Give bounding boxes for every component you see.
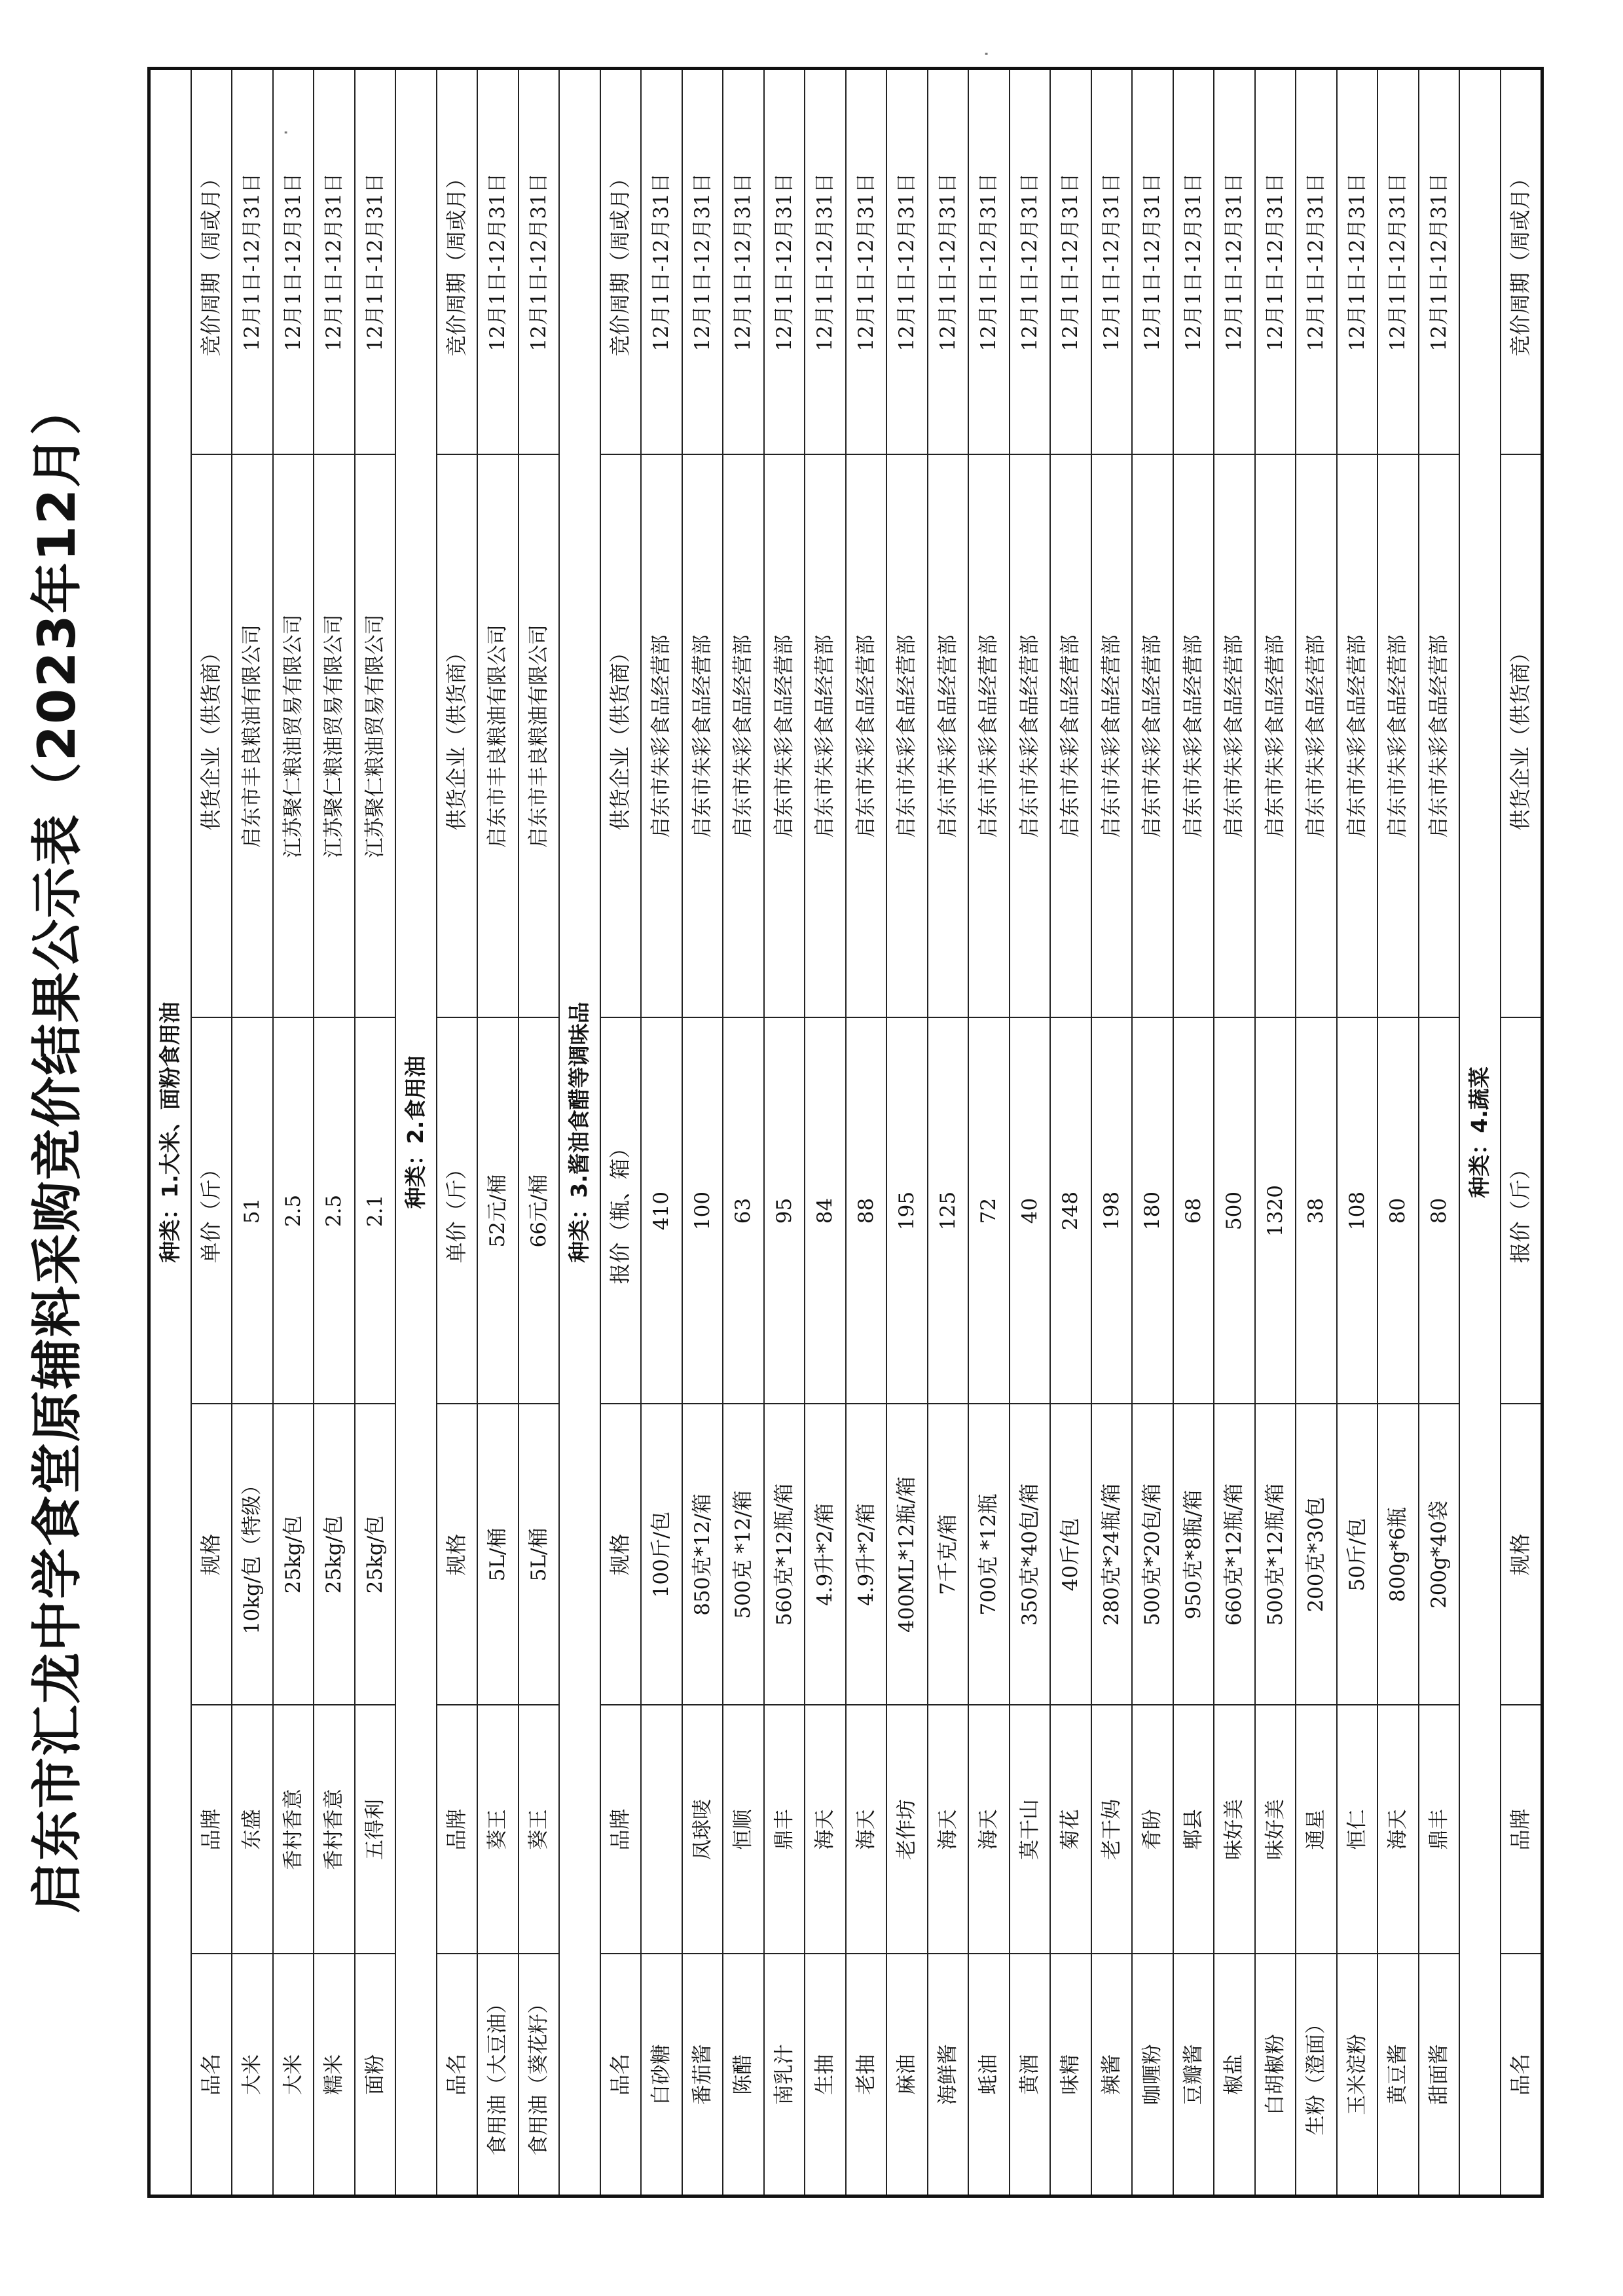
cell-supplier: 启东市朱彩食品经营部 <box>682 455 723 1018</box>
cell-brand: 海天 <box>846 1705 887 1954</box>
table-row <box>1010 69 1051 2196</box>
cell-spec: 950克*8瓶/箱 <box>1173 1404 1214 1705</box>
cell-supplier: 启东市朱彩食品经营部 <box>1132 455 1173 1018</box>
table-row <box>477 69 519 2196</box>
header-brand: 品牌 <box>600 1705 642 1954</box>
scan-speck: · <box>976 50 998 57</box>
cell-supplier: 启东市朱彩食品经营部 <box>1010 455 1051 1018</box>
price-table-body <box>149 69 1542 2196</box>
cell-supplier: 启东市朱彩食品经营部 <box>1050 455 1091 1018</box>
cell-price: 108 <box>1337 1018 1378 1404</box>
scan-speck: · <box>275 129 298 136</box>
cell-supplier: 启东市朱彩食品经营部 <box>968 455 1010 1018</box>
table-row <box>886 69 928 2196</box>
cell-brand: 葵王 <box>477 1705 519 1954</box>
cell-spec: 560克*12瓶/箱 <box>764 1404 805 1705</box>
cell-brand: 老作坊 <box>886 1705 928 1954</box>
table-row <box>232 69 273 2196</box>
cell-price: 180 <box>1132 1018 1173 1404</box>
cell-period: 12月1日-12月31日 <box>805 69 846 455</box>
cell-spec: 400ML*12瓶/箱 <box>886 1404 928 1705</box>
cell-price: 72 <box>968 1018 1010 1404</box>
cell-spec: 200克*30包 <box>1296 1404 1337 1705</box>
cell-period: 12月1日-12月31日 <box>1255 69 1296 455</box>
cell-spec: 100斤/包 <box>641 1404 682 1705</box>
table-row <box>273 69 314 2196</box>
table-row <box>1091 69 1133 2196</box>
cell-price: 100 <box>682 1018 723 1404</box>
category-label: 种类：3.酱油食醋等调味品 <box>559 69 600 2196</box>
cell-name: 白胡椒粉 <box>1255 1954 1296 2196</box>
category-row <box>149 69 191 2196</box>
cell-spec: 40斤/包 <box>1050 1404 1091 1705</box>
header-brand: 品牌 <box>1501 1705 1542 1954</box>
cell-name: 食用油（大豆油） <box>477 1954 519 2196</box>
cell-spec: 5L/桶 <box>477 1404 519 1705</box>
header-brand: 品牌 <box>191 1705 232 1954</box>
cell-spec: 280克*24瓶/箱 <box>1091 1404 1133 1705</box>
price-table <box>147 67 1544 2198</box>
cell-spec: 500克 *12/箱 <box>723 1404 764 1705</box>
cell-brand: 海天 <box>1377 1705 1419 1954</box>
cell-name: 南乳汁 <box>764 1954 805 2196</box>
cell-name: 麻油 <box>886 1954 928 2196</box>
cell-supplier: 启东市朱彩食品经营部 <box>723 455 764 1018</box>
cell-brand: 海天 <box>805 1705 846 1954</box>
cell-period: 12月1日-12月31日 <box>1214 69 1255 455</box>
cell-brand: 郫县 <box>1173 1705 1214 1954</box>
cell-name: 生抽 <box>805 1954 846 2196</box>
cell-name: 海鲜酱 <box>928 1954 969 2196</box>
cell-name: 大米 <box>273 1954 314 2196</box>
cell-name: 老抽 <box>846 1954 887 2196</box>
cell-price: 410 <box>641 1018 682 1404</box>
cell-price: 88 <box>846 1018 887 1404</box>
category-label: 种类：4.蔬菜 <box>1459 69 1501 2196</box>
cell-name: 白砂糖 <box>641 1954 682 2196</box>
cell-period: 12月1日-12月31日 <box>273 69 314 455</box>
cell-period: 12月1日-12月31日 <box>1419 69 1460 455</box>
cell-name: 生粉（澄面） <box>1296 1954 1337 2196</box>
cell-spec: 25kg/包 <box>314 1404 355 1705</box>
cell-name: 黄豆酱 <box>1377 1954 1419 2196</box>
category-row <box>395 69 437 2196</box>
cell-spec: 500克*20包/箱 <box>1132 1404 1173 1705</box>
cell-period: 12月1日-12月31日 <box>355 69 396 455</box>
header-price: 报价（瓶、箱） <box>600 1018 642 1404</box>
cell-name: 味精 <box>1050 1954 1091 2196</box>
cell-price: 80 <box>1419 1018 1460 1404</box>
cell-period: 12月1日-12月31日 <box>1050 69 1091 455</box>
header-supplier: 供货企业（供货商） <box>191 455 232 1018</box>
cell-period: 12月1日-12月31日 <box>764 69 805 455</box>
header-supplier: 供货企业（供货商） <box>1501 455 1542 1018</box>
cell-brand: 味好美 <box>1255 1705 1296 1954</box>
cell-price: 248 <box>1050 1018 1091 1404</box>
header-period: 竞价周期（周或月） <box>1501 69 1542 455</box>
cell-spec: 200g*40袋 <box>1419 1404 1460 1705</box>
cell-spec: 660克*12瓶/箱 <box>1214 1404 1255 1705</box>
cell-price: 2.5 <box>314 1018 355 1404</box>
cell-name: 咖喱粉 <box>1132 1954 1173 2196</box>
header-price: 报价（斤） <box>1501 1018 1542 1404</box>
cell-brand: 鼎丰 <box>764 1705 805 1954</box>
header-row <box>1501 69 1542 2196</box>
cell-brand <box>641 1705 682 1954</box>
table-row <box>764 69 805 2196</box>
header-spec: 规格 <box>600 1404 642 1705</box>
cell-brand: 东盛 <box>232 1705 273 1954</box>
cell-price: 84 <box>805 1018 846 1404</box>
cell-brand: 海天 <box>968 1705 1010 1954</box>
header-name: 品名 <box>600 1954 642 2196</box>
cell-period: 12月1日-12月31日 <box>886 69 928 455</box>
header-row <box>191 69 232 2196</box>
cell-price: 51 <box>232 1018 273 1404</box>
cell-spec: 10kg/包（特级） <box>232 1404 273 1705</box>
cell-period: 12月1日-12月31日 <box>477 69 519 455</box>
cell-spec: 4.9升*2/箱 <box>805 1404 846 1705</box>
table-row <box>1337 69 1378 2196</box>
cell-period: 12月1日-12月31日 <box>928 69 969 455</box>
cell-brand: 凤球唛 <box>682 1705 723 1954</box>
cell-supplier: 启东市丰良粮油有限公司 <box>519 455 560 1018</box>
cell-price: 95 <box>764 1018 805 1404</box>
cell-supplier: 启东市朱彩食品经营部 <box>846 455 887 1018</box>
cell-supplier: 启东市丰良粮油有限公司 <box>232 455 273 1018</box>
cell-spec: 50斤/包 <box>1337 1404 1378 1705</box>
cell-spec: 350克*40包/箱 <box>1010 1404 1051 1705</box>
table-row <box>846 69 887 2196</box>
document-title: 启东市汇龙中学食堂原辅料采购竞价结果公示表（2023年12月） <box>28 382 87 1914</box>
cell-name: 椒盐 <box>1214 1954 1255 2196</box>
header-period: 竞价周期（周或月） <box>600 69 642 455</box>
cell-period: 12月1日-12月31日 <box>846 69 887 455</box>
cell-price: 40 <box>1010 1018 1051 1404</box>
table-row <box>1377 69 1419 2196</box>
cell-price: 1320 <box>1255 1018 1296 1404</box>
header-period: 竞价周期（周或月） <box>437 69 478 455</box>
header-row <box>600 69 642 2196</box>
cell-period: 12月1日-12月31日 <box>314 69 355 455</box>
cell-supplier: 启东市朱彩食品经营部 <box>886 455 928 1018</box>
cell-supplier: 启东市朱彩食品经营部 <box>1214 455 1255 1018</box>
cell-period: 12月1日-12月31日 <box>519 69 560 455</box>
cell-supplier: 启东市朱彩食品经营部 <box>805 455 846 1018</box>
table-row <box>1132 69 1173 2196</box>
cell-name: 甜面酱 <box>1419 1954 1460 2196</box>
header-spec: 规格 <box>191 1404 232 1705</box>
cell-name: 大米 <box>232 1954 273 2196</box>
header-price: 单价（斤） <box>437 1018 478 1404</box>
cell-spec: 800g*6瓶 <box>1377 1404 1419 1705</box>
cell-supplier: 启东市朱彩食品经营部 <box>1337 455 1378 1018</box>
cell-name: 黄酒 <box>1010 1954 1051 2196</box>
cell-brand: 恒顺 <box>723 1705 764 1954</box>
cell-brand: 海天 <box>928 1705 969 1954</box>
header-spec: 规格 <box>1501 1404 1542 1705</box>
cell-brand: 味好美 <box>1214 1705 1255 1954</box>
header-supplier: 供货企业（供货商） <box>600 455 642 1018</box>
header-name: 品名 <box>1501 1954 1542 2196</box>
cell-brand: 通星 <box>1296 1705 1337 1954</box>
cell-brand: 菊花 <box>1050 1705 1091 1954</box>
cell-period: 12月1日-12月31日 <box>232 69 273 455</box>
table-row <box>805 69 846 2196</box>
cell-supplier: 启东市朱彩食品经营部 <box>928 455 969 1018</box>
cell-spec: 700克 *12瓶 <box>968 1404 1010 1705</box>
cell-period: 12月1日-12月31日 <box>723 69 764 455</box>
cell-brand: 葵王 <box>519 1705 560 1954</box>
cell-brand: 五得利 <box>355 1705 396 1954</box>
cell-price: 2.1 <box>355 1018 396 1404</box>
cell-brand: 鼎丰 <box>1419 1705 1460 1954</box>
cell-price: 80 <box>1377 1018 1419 1404</box>
cell-supplier: 江苏聚仁粮油贸易有限公司 <box>355 455 396 1018</box>
cell-brand: 恒仁 <box>1337 1705 1378 1954</box>
category-label: 种类：1.大米、面粉食用油 <box>149 69 191 2196</box>
cell-period: 12月1日-12月31日 <box>1010 69 1051 455</box>
table-row <box>1255 69 1296 2196</box>
cell-name: 面粉 <box>355 1954 396 2196</box>
cell-supplier: 启东市朱彩食品经营部 <box>1296 455 1337 1018</box>
table-row <box>928 69 969 2196</box>
header-supplier: 供货企业（供货商） <box>437 455 478 1018</box>
category-label: 种类：2.食用油 <box>395 69 437 2196</box>
table-row <box>519 69 560 2196</box>
table-row <box>682 69 723 2196</box>
cell-name: 豆瓣酱 <box>1173 1954 1214 2196</box>
cell-price: 63 <box>723 1018 764 1404</box>
cell-price: 195 <box>886 1018 928 1404</box>
header-price: 单价（斤） <box>191 1018 232 1404</box>
cell-period: 12月1日-12月31日 <box>1173 69 1214 455</box>
cell-supplier: 启东市朱彩食品经营部 <box>1091 455 1133 1018</box>
cell-period: 12月1日-12月31日 <box>1296 69 1337 455</box>
cell-period: 12月1日-12月31日 <box>1132 69 1173 455</box>
cell-spec: 500克*12瓶/箱 <box>1255 1404 1296 1705</box>
table-row <box>641 69 682 2196</box>
cell-spec: 850克*12/箱 <box>682 1404 723 1705</box>
cell-supplier: 江苏聚仁粮油贸易有限公司 <box>314 455 355 1018</box>
cell-price: 2.5 <box>273 1018 314 1404</box>
cell-brand: 香村香意 <box>314 1705 355 1954</box>
cell-supplier: 启东市朱彩食品经营部 <box>764 455 805 1018</box>
table-row <box>1050 69 1091 2196</box>
cell-supplier: 启东市朱彩食品经营部 <box>1419 455 1460 1018</box>
cell-price: 125 <box>928 1018 969 1404</box>
cell-spec: 4.9升*2/箱 <box>846 1404 887 1705</box>
cell-supplier: 启东市朱彩食品经营部 <box>1377 455 1419 1018</box>
table-row <box>314 69 355 2196</box>
cell-name: 蚝油 <box>968 1954 1010 2196</box>
cell-brand: 老干妈 <box>1091 1705 1133 1954</box>
header-period: 竞价周期（周或月） <box>191 69 232 455</box>
cell-name: 辣酱 <box>1091 1954 1133 2196</box>
cell-name: 番茄酱 <box>682 1954 723 2196</box>
cell-period: 12月1日-12月31日 <box>1377 69 1419 455</box>
cell-period: 12月1日-12月31日 <box>1091 69 1133 455</box>
cell-spec: 25kg/包 <box>273 1404 314 1705</box>
table-row <box>723 69 764 2196</box>
cell-spec: 25kg/包 <box>355 1404 396 1705</box>
cell-name: 陈醋 <box>723 1954 764 2196</box>
cell-name: 玉米淀粉 <box>1337 1954 1378 2196</box>
cell-spec: 7千克/箱 <box>928 1404 969 1705</box>
header-brand: 品牌 <box>437 1705 478 1954</box>
header-name: 品名 <box>191 1954 232 2196</box>
cell-period: 12月1日-12月31日 <box>968 69 1010 455</box>
cell-period: 12月1日-12月31日 <box>641 69 682 455</box>
cell-supplier: 启东市朱彩食品经营部 <box>1255 455 1296 1018</box>
cell-price: 52元/桶 <box>477 1018 519 1404</box>
table-row <box>1419 69 1460 2196</box>
cell-supplier: 江苏聚仁粮油贸易有限公司 <box>273 455 314 1018</box>
cell-brand: 莫干山 <box>1010 1705 1051 1954</box>
cell-supplier: 启东市丰良粮油有限公司 <box>477 455 519 1018</box>
cell-price: 500 <box>1214 1018 1255 1404</box>
cell-spec: 5L/桶 <box>519 1404 560 1705</box>
table-row <box>968 69 1010 2196</box>
cell-period: 12月1日-12月31日 <box>682 69 723 455</box>
cell-name: 食用油（葵花籽） <box>519 1954 560 2196</box>
cell-brand: 肴盼 <box>1132 1705 1173 1954</box>
cell-price: 198 <box>1091 1018 1133 1404</box>
cell-supplier: 启东市朱彩食品经营部 <box>1173 455 1214 1018</box>
header-spec: 规格 <box>437 1404 478 1705</box>
cell-price: 68 <box>1173 1018 1214 1404</box>
cell-brand: 香村香意 <box>273 1705 314 1954</box>
table-row <box>1214 69 1255 2196</box>
cell-supplier: 启东市朱彩食品经营部 <box>641 455 682 1018</box>
table-row <box>1296 69 1337 2196</box>
table-row <box>1173 69 1214 2196</box>
cell-period: 12月1日-12月31日 <box>1337 69 1378 455</box>
cell-name: 糯米 <box>314 1954 355 2196</box>
header-name: 品名 <box>437 1954 478 2196</box>
cell-price: 66元/桶 <box>519 1018 560 1404</box>
category-row <box>559 69 600 2196</box>
table-row <box>355 69 396 2196</box>
category-row <box>1459 69 1501 2196</box>
cell-price: 38 <box>1296 1018 1337 1404</box>
header-row <box>437 69 478 2196</box>
